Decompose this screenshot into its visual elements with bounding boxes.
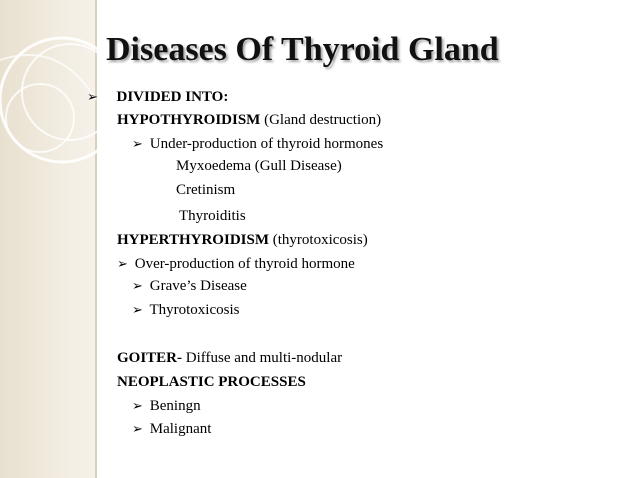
line-text: Thyrotoxicosis [149,302,240,318]
line-thyroiditis [179,207,246,225]
line-bold-text: NEOPLASTIC PROCESSES [117,374,306,390]
arrow-bullet-icon: ➢ [132,278,143,293]
line-over-production [117,255,355,273]
line-under-production [132,135,383,153]
line-text: Over-production of thyroid hormone [134,256,355,272]
line-neoplastic-processes [117,373,306,391]
line-text: (Gland destruction) [260,112,382,128]
arrow-bullet-icon: ➢ [132,421,143,436]
line-malignant [132,420,211,438]
line-myxoedema [176,157,342,175]
arrow-bullet-icon: ➢ [87,89,98,104]
line-text: Thyroiditis [179,208,246,224]
line-hypothyroidism [117,111,381,129]
arrow-bullet-icon: ➢ [132,398,143,413]
line-graves-disease [132,277,247,295]
line-bold-text: HYPERTHYROIDISM [117,232,269,248]
line-hyperthyroidism [117,231,368,249]
line-cretinism [176,181,235,199]
line-text: Under-production of thyroid hormones [149,136,384,152]
slide-title: Diseases Of Thyroid Gland [106,31,499,68]
line-goiter [117,349,342,367]
arrow-bullet-icon: ➢ [132,302,143,317]
line-text: Beningn [149,398,201,414]
arrow-bullet-icon: ➢ [132,136,143,151]
line-bold-text: DIVIDED INTO: [116,89,229,105]
line-text: Diffuse and multi-nodular [182,350,343,366]
line-text: Grave’s Disease [149,278,247,294]
line-text: (thyrotoxicosis) [269,232,368,248]
line-text: Myxoedema (Gull Disease) [176,158,342,174]
line-beningn [132,397,201,415]
line-bold-text: GOITER- [117,350,183,366]
line-thyrotoxicosis [132,301,239,319]
line-bold-text: HYPOTHYROIDISM [117,112,261,128]
arrow-bullet-icon: ➢ [117,256,128,271]
line-text: Malignant [149,421,212,437]
line-divided-into [87,88,228,106]
line-text: Cretinism [176,182,236,198]
decorative-rings-icon [0,0,140,170]
